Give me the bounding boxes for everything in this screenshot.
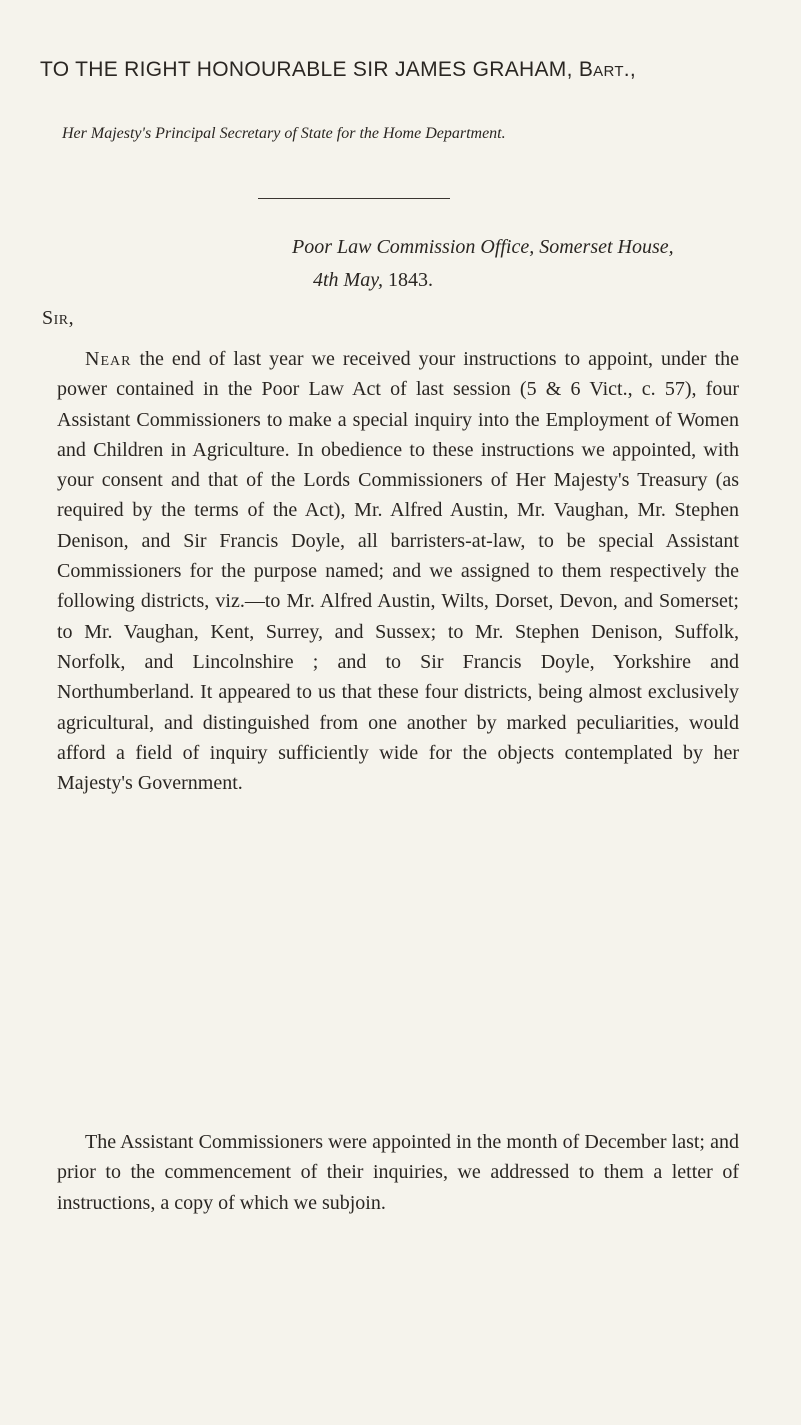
dateline-place: Poor Law Commission Office, Somerset House, bbox=[292, 236, 674, 258]
paragraph-1-text: the end of last year we received your instructions to appoint, under the power contained in the Poor Law Act of last session (5 & 6 Vict., c. 57), four Assistant Commissioners to make a special inquiry into the Employment of Women and Children in Agriculture. In obedience to these instructions we appointed, with your consent and that of the Lords Commissioners of Her Majesty's Treasury (as required by the terms of the Act), Mr. Alfred Austin, Mr. Vaughan, Mr. Stephen Denison, and Sir Francis Doyle, all barristers-at-law, to be special Assistant Commissioners for the purpose named; and we assigned to them respectively the following districts, viz.—to Mr. Alfred Austin, Wilts, Dorset, Devon, and Somerset; to Mr. Vaughan, Kent, Surrey, and Sussex; to Mr. Stephen Denison, Suffolk, Norfolk, and Lincolnshire ; and to Sir Francis Doyle, Yorkshire and Northumberland. It appeared to us that these four districts, being almost exclusively agricultural, and distinguished from one another by marked peculiarities, would afford a field of inquiry sufficiently wide for the objects contemplated by her Majesty's Government. bbox=[57, 348, 740, 795]
dateline-day: 4th May, bbox=[313, 269, 383, 291]
paragraph-first-word: Near bbox=[85, 348, 132, 370]
addressee-suffix: Bart., bbox=[578, 58, 637, 81]
dateline-year: 1843. bbox=[388, 269, 433, 291]
dateline-date bbox=[313, 269, 433, 292]
body-paragraph-2 bbox=[57, 1127, 739, 1218]
addressee-heading bbox=[40, 58, 800, 82]
divider-rule bbox=[258, 198, 450, 199]
addressee-name: TO THE RIGHT HONOURABLE SIR JAMES GRAHAM, bbox=[40, 58, 573, 81]
addressee-title: Her Majesty's Principal Secretary of State for the Home Department. bbox=[62, 125, 506, 142]
salutation: Sir, bbox=[42, 307, 75, 329]
body-paragraph-1 bbox=[57, 344, 739, 798]
paragraph-2-text: The Assistant Commissioners were appointed in the month of December last; and prior to the commencement of their inquiries, we addressed to them a letter of instructions, a copy of which we subjoin. bbox=[57, 1131, 739, 1214]
